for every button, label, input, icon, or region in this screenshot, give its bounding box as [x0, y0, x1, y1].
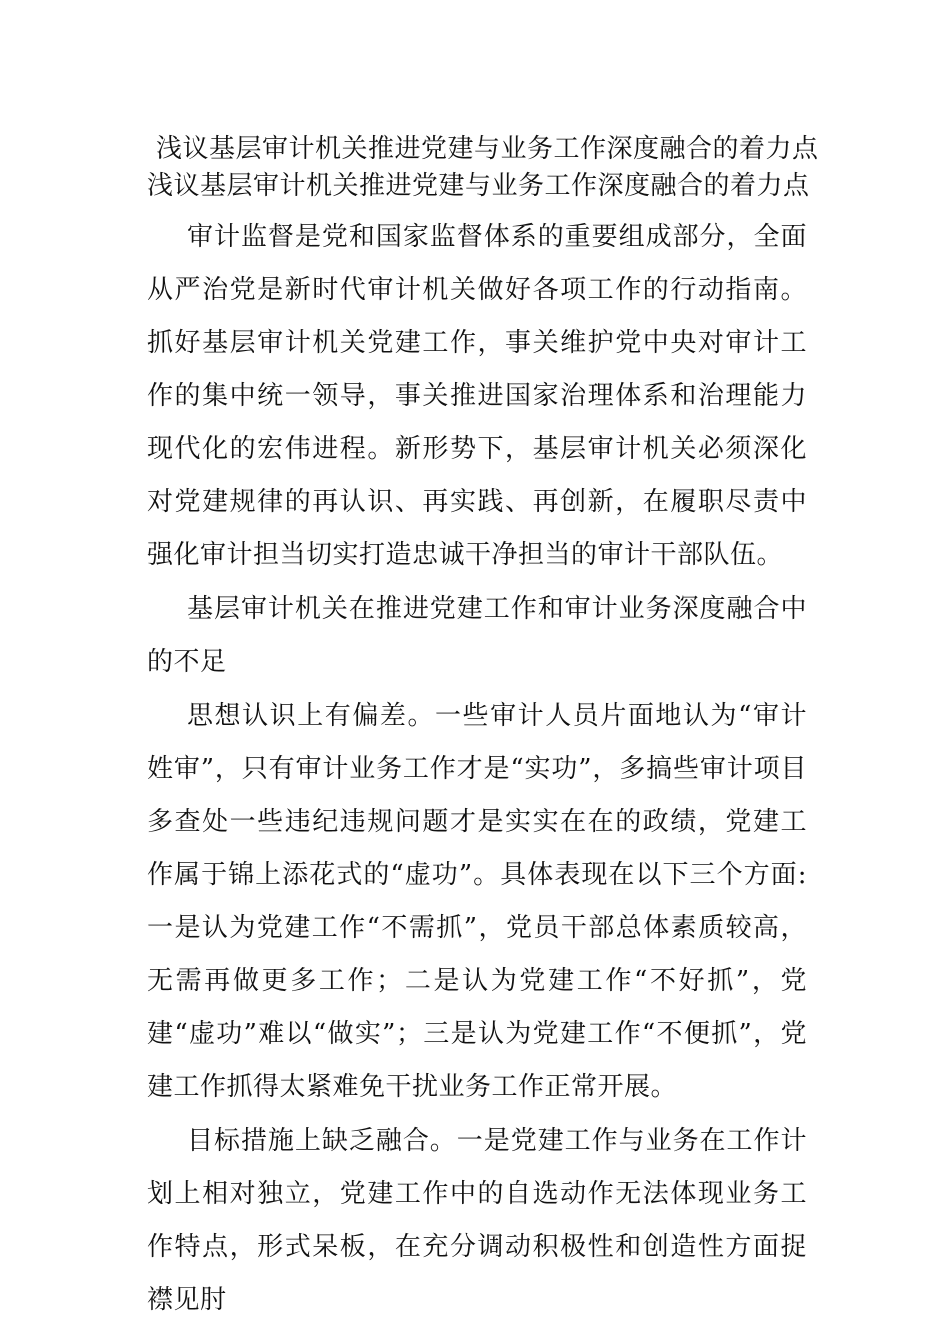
document-title-repeat: 浅议基层审计机关推进党建与业务工作深度融合的着力点	[147, 171, 810, 201]
document-title: 浅议基层审计机关推进党建与业务工作深度融合的着力点	[156, 134, 819, 164]
document-body	[147, 131, 819, 1327]
paragraph-section-heading: 基层审计机关在推进党建工作和审计业务深度融合中的不足	[147, 594, 807, 677]
paragraph-ideology: 思想认识上有偏差。一些审计人员片面地认为“审计姓审”，只有审计业务工作才是“实功”，多搞些审计项目多查处一些违纪违规问题才是实实在在的政绩，党建工作属于锦上添花式的“虚功”。具体表现在以下三个方面:一是认为党建工作“不需抓”，党员干部总体素质较高，无需再做更多工作；二是认为党建工作“不好抓”，党建“虚功”难以“做实”；三是认为党建工作“不便抓”，党建工作抓得太紧难免干扰业务工作正常开展。	[147, 701, 807, 1102]
paragraph-intro: 审计监督是党和国家监督体系的重要组成部分，全面从严治党是新时代审计机关做好各项工作的行动指南。抓好基层审计机关党建工作，事关维护党中央对审计工作的集中统一领导，事关推进国家治理体系和治理能力现代化的宏伟进程。新形势下，基层审计机关必须深化对党建规律的再认识、再实践、再创新，在履职尽责中强化审计担当切实打造忠诚干净担当的审计干部队伍。	[147, 222, 807, 570]
paragraph-measures: 目标措施上缺乏融合。一是党建工作与业务在工作计划上相对独立，党建工作中的自选动作无法体现业务工作特点，形式呆板，在充分调动积极性和创造性方面捉襟见肘	[147, 1126, 807, 1315]
